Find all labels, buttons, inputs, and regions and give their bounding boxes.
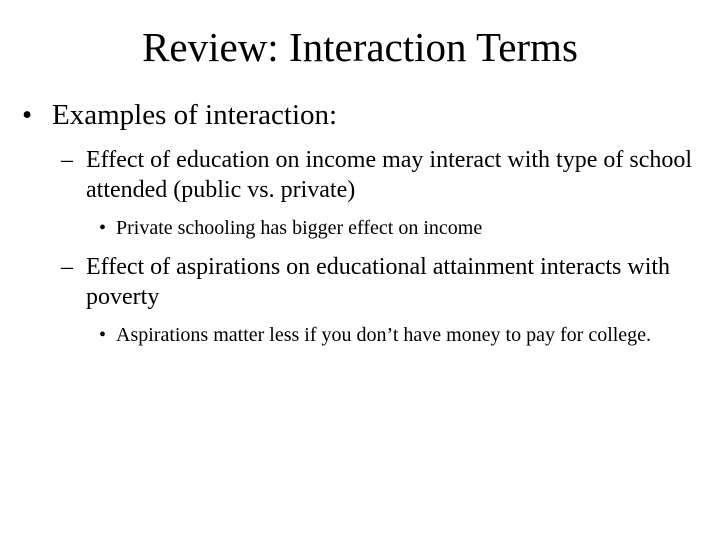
bullet-icon: • <box>22 99 33 131</box>
bullet-level3-text: Aspirations matter less if you don’t have money to pay for college. <box>116 324 652 346</box>
bullet-level2-text: Effect of aspirations on educational attainment interacts with poverty <box>86 254 671 310</box>
bullet-icon: • <box>99 217 107 239</box>
bullet-level2-text: Effect of education on income may interact with type of school attended (public vs. private) <box>86 147 693 203</box>
bullet-level2-education <box>61 145 701 205</box>
bullet-level3-aspirations-money <box>99 321 689 349</box>
bullet-icon: • <box>99 324 107 346</box>
slide-title: Review: Interaction Terms <box>142 24 578 70</box>
bullet-level2-aspirations <box>61 252 701 312</box>
bullet-level1 <box>22 95 337 135</box>
dash-icon: – <box>61 147 73 173</box>
bullet-level3-private-schooling <box>99 214 689 242</box>
bullet-level1-text: Examples of interaction: <box>52 99 338 131</box>
bullet-level3-text: Private schooling has bigger effect on income <box>116 217 483 239</box>
dash-icon: – <box>61 254 73 280</box>
